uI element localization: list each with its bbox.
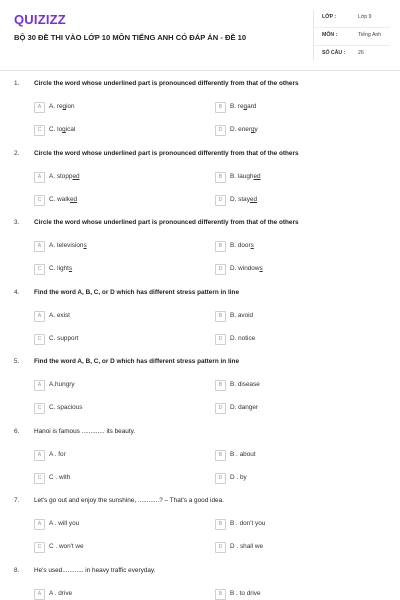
option-text-part: ard <box>247 103 257 110</box>
option-text <box>49 404 82 411</box>
option-text <box>230 520 265 527</box>
meta-row-class <box>314 10 390 28</box>
meta-value: Lớp 9 <box>358 14 372 20</box>
option-underlined-part: ed <box>69 196 78 203</box>
option-text <box>49 103 75 110</box>
option-text <box>49 312 70 319</box>
option-text <box>230 335 255 342</box>
option-letter-box: C <box>34 264 45 275</box>
option-text-part: C. spacious <box>49 404 83 411</box>
option-text-part: B . don't you <box>230 520 266 527</box>
meta-label: SỐ CÂU : <box>322 50 346 56</box>
option-text <box>230 404 258 411</box>
option-underlined-part: g <box>243 103 248 110</box>
option-text <box>49 474 70 481</box>
option-text <box>230 265 263 272</box>
option-letter-box: A <box>34 380 45 391</box>
option-text <box>230 242 254 249</box>
option-text-part: B . to drive <box>230 590 261 597</box>
option-letter-box: C <box>34 334 45 345</box>
option-text-part: B. avoid <box>230 312 254 319</box>
option-text-part: A.hungry <box>49 381 75 388</box>
option-text-part: A . for <box>49 451 66 458</box>
option-letter-box: B <box>215 172 226 183</box>
option-text-part: D. ener <box>230 126 251 133</box>
option-underlined-part: g <box>62 126 66 133</box>
option-text-part: B. re <box>230 103 244 110</box>
question-number: 5. <box>14 358 20 365</box>
option-letter-box: D <box>215 542 226 553</box>
question-text: Let's go out and enjoy the sunshine, ............? – That's a good idea. <box>34 497 224 504</box>
option-text <box>49 520 79 527</box>
option-text-part: C. walk <box>49 196 70 203</box>
option-letter-box: A <box>34 589 45 600</box>
option-text-part: D. danger <box>230 404 259 411</box>
option-text <box>230 312 253 319</box>
option-text-part: B. door <box>230 242 251 249</box>
question-number: 8. <box>14 567 20 574</box>
option-text <box>230 543 263 550</box>
document-title: BỘ 30 ĐỀ THI VÀO LỚP 10 MÔN TIẾNG ANH CÓ ĐÁP ÁN - ĐỀ 10 <box>14 33 247 42</box>
option-underlined-part: ed <box>249 196 257 203</box>
question-text: Hanoi is famous ............. its beauty. <box>34 428 136 435</box>
option-text <box>49 543 84 550</box>
option-letter-box: A <box>34 450 45 461</box>
option-text-part: A . drive <box>49 590 73 597</box>
option-text-part: A . will you <box>49 520 80 527</box>
option-text <box>49 242 87 249</box>
option-letter-box: D <box>215 195 226 206</box>
question-number: 2. <box>14 150 20 157</box>
option-letter-box: C <box>34 403 45 414</box>
question-text: Circle the word whose underlined part is pronounced differently from that of the others <box>34 150 299 157</box>
option-text-part: D . by <box>230 474 247 481</box>
option-text <box>49 196 77 203</box>
option-text <box>49 335 78 342</box>
option-letter-box: A <box>34 519 45 530</box>
meta-value: Tiếng Anh <box>358 32 382 38</box>
option-text-part: C . with <box>49 474 71 481</box>
option-letter-box: A <box>34 241 45 252</box>
question-text: Find the word A, B, C, or D which has different stress pattern in line <box>34 289 239 296</box>
option-text-part: C . won't we <box>49 543 84 550</box>
option-letter-box: A <box>34 172 45 183</box>
option-underlined-part: s <box>83 242 87 249</box>
option-underlined-part: s <box>250 242 254 249</box>
option-underlined-part: s <box>259 265 263 272</box>
option-text <box>49 381 75 388</box>
option-text-part: y <box>254 126 258 133</box>
option-letter-box: B <box>215 519 226 530</box>
option-text <box>230 474 247 481</box>
question-text: Circle the word whose underlined part is pronounced differently from that of the others <box>34 219 299 226</box>
option-text-part: B . about <box>230 451 256 458</box>
question-number: 4. <box>14 289 20 296</box>
meta-row-subject <box>314 28 390 46</box>
meta-row-count <box>314 46 390 63</box>
option-letter-box: C <box>34 195 45 206</box>
option-letter-box: B <box>215 241 226 252</box>
option-letter-box: B <box>215 102 226 113</box>
question-number: 7. <box>14 497 20 504</box>
option-letter-box: D <box>215 264 226 275</box>
option-text-part: B. disease <box>230 381 260 388</box>
option-text <box>230 196 257 203</box>
option-text-part: ical <box>65 126 76 133</box>
meta-table <box>313 10 390 60</box>
option-letter-box: D <box>215 403 226 414</box>
question-number: 1. <box>14 80 20 87</box>
option-text <box>230 126 258 133</box>
option-text-part: A. re <box>49 103 63 110</box>
option-text <box>49 173 80 180</box>
option-text-part: D . shall we <box>230 543 264 550</box>
option-text-part: D. window <box>230 265 260 272</box>
option-text <box>230 173 261 180</box>
option-letter-box: C <box>34 542 45 553</box>
option-letter-box: C <box>34 125 45 136</box>
meta-label: LỚP : <box>322 14 337 20</box>
option-letter-box: A <box>34 102 45 113</box>
option-underlined-part: ed <box>253 173 261 180</box>
option-letter-box: D <box>215 334 226 345</box>
option-underlined-part: g <box>250 126 255 133</box>
option-letter-box: B <box>215 311 226 322</box>
option-text-part: D. stay <box>230 196 250 203</box>
option-text-part: C. support <box>49 335 79 342</box>
quizizz-logo: QUIZIZZ <box>14 12 66 27</box>
option-text <box>230 103 256 110</box>
option-underlined-part: g <box>62 103 67 110</box>
option-letter-box: B <box>215 380 226 391</box>
question-number: 6. <box>14 428 20 435</box>
option-text <box>49 590 72 597</box>
meta-label: MÔN : <box>322 32 338 38</box>
header-divider <box>0 70 400 71</box>
question-number: 3. <box>14 219 20 226</box>
option-text <box>49 126 75 133</box>
option-text <box>49 265 72 272</box>
meta-value: 26 <box>358 50 364 56</box>
option-letter-box: D <box>215 473 226 484</box>
question-text: Find the word A, B, C, or D which has different stress pattern in line <box>34 358 239 365</box>
option-letter-box: D <box>215 125 226 136</box>
question-text: He's used............ in heavy traffic everyday. <box>34 567 156 574</box>
option-text-part: C. lo <box>49 126 63 133</box>
option-text-part: A. stopp <box>49 173 73 180</box>
option-text-part: A. television <box>49 242 84 249</box>
option-text-part: ion <box>66 103 75 110</box>
option-text-part: B. laugh <box>230 173 254 180</box>
option-letter-box: B <box>215 589 226 600</box>
option-text <box>230 381 260 388</box>
option-letter-box: A <box>34 311 45 322</box>
option-text-part: D. notice <box>230 335 256 342</box>
question-text: Circle the word whose underlined part is pronounced differently from that of the others <box>34 80 299 87</box>
page-header <box>0 0 400 70</box>
option-text-part: A. exist <box>49 312 70 319</box>
option-text-part: C. light <box>49 265 69 272</box>
option-underlined-part: ed <box>72 173 80 180</box>
option-letter-box: B <box>215 450 226 461</box>
option-text <box>230 590 261 597</box>
option-text <box>230 451 256 458</box>
option-text <box>49 451 66 458</box>
option-letter-box: C <box>34 473 45 484</box>
option-underlined-part: s <box>68 265 73 272</box>
